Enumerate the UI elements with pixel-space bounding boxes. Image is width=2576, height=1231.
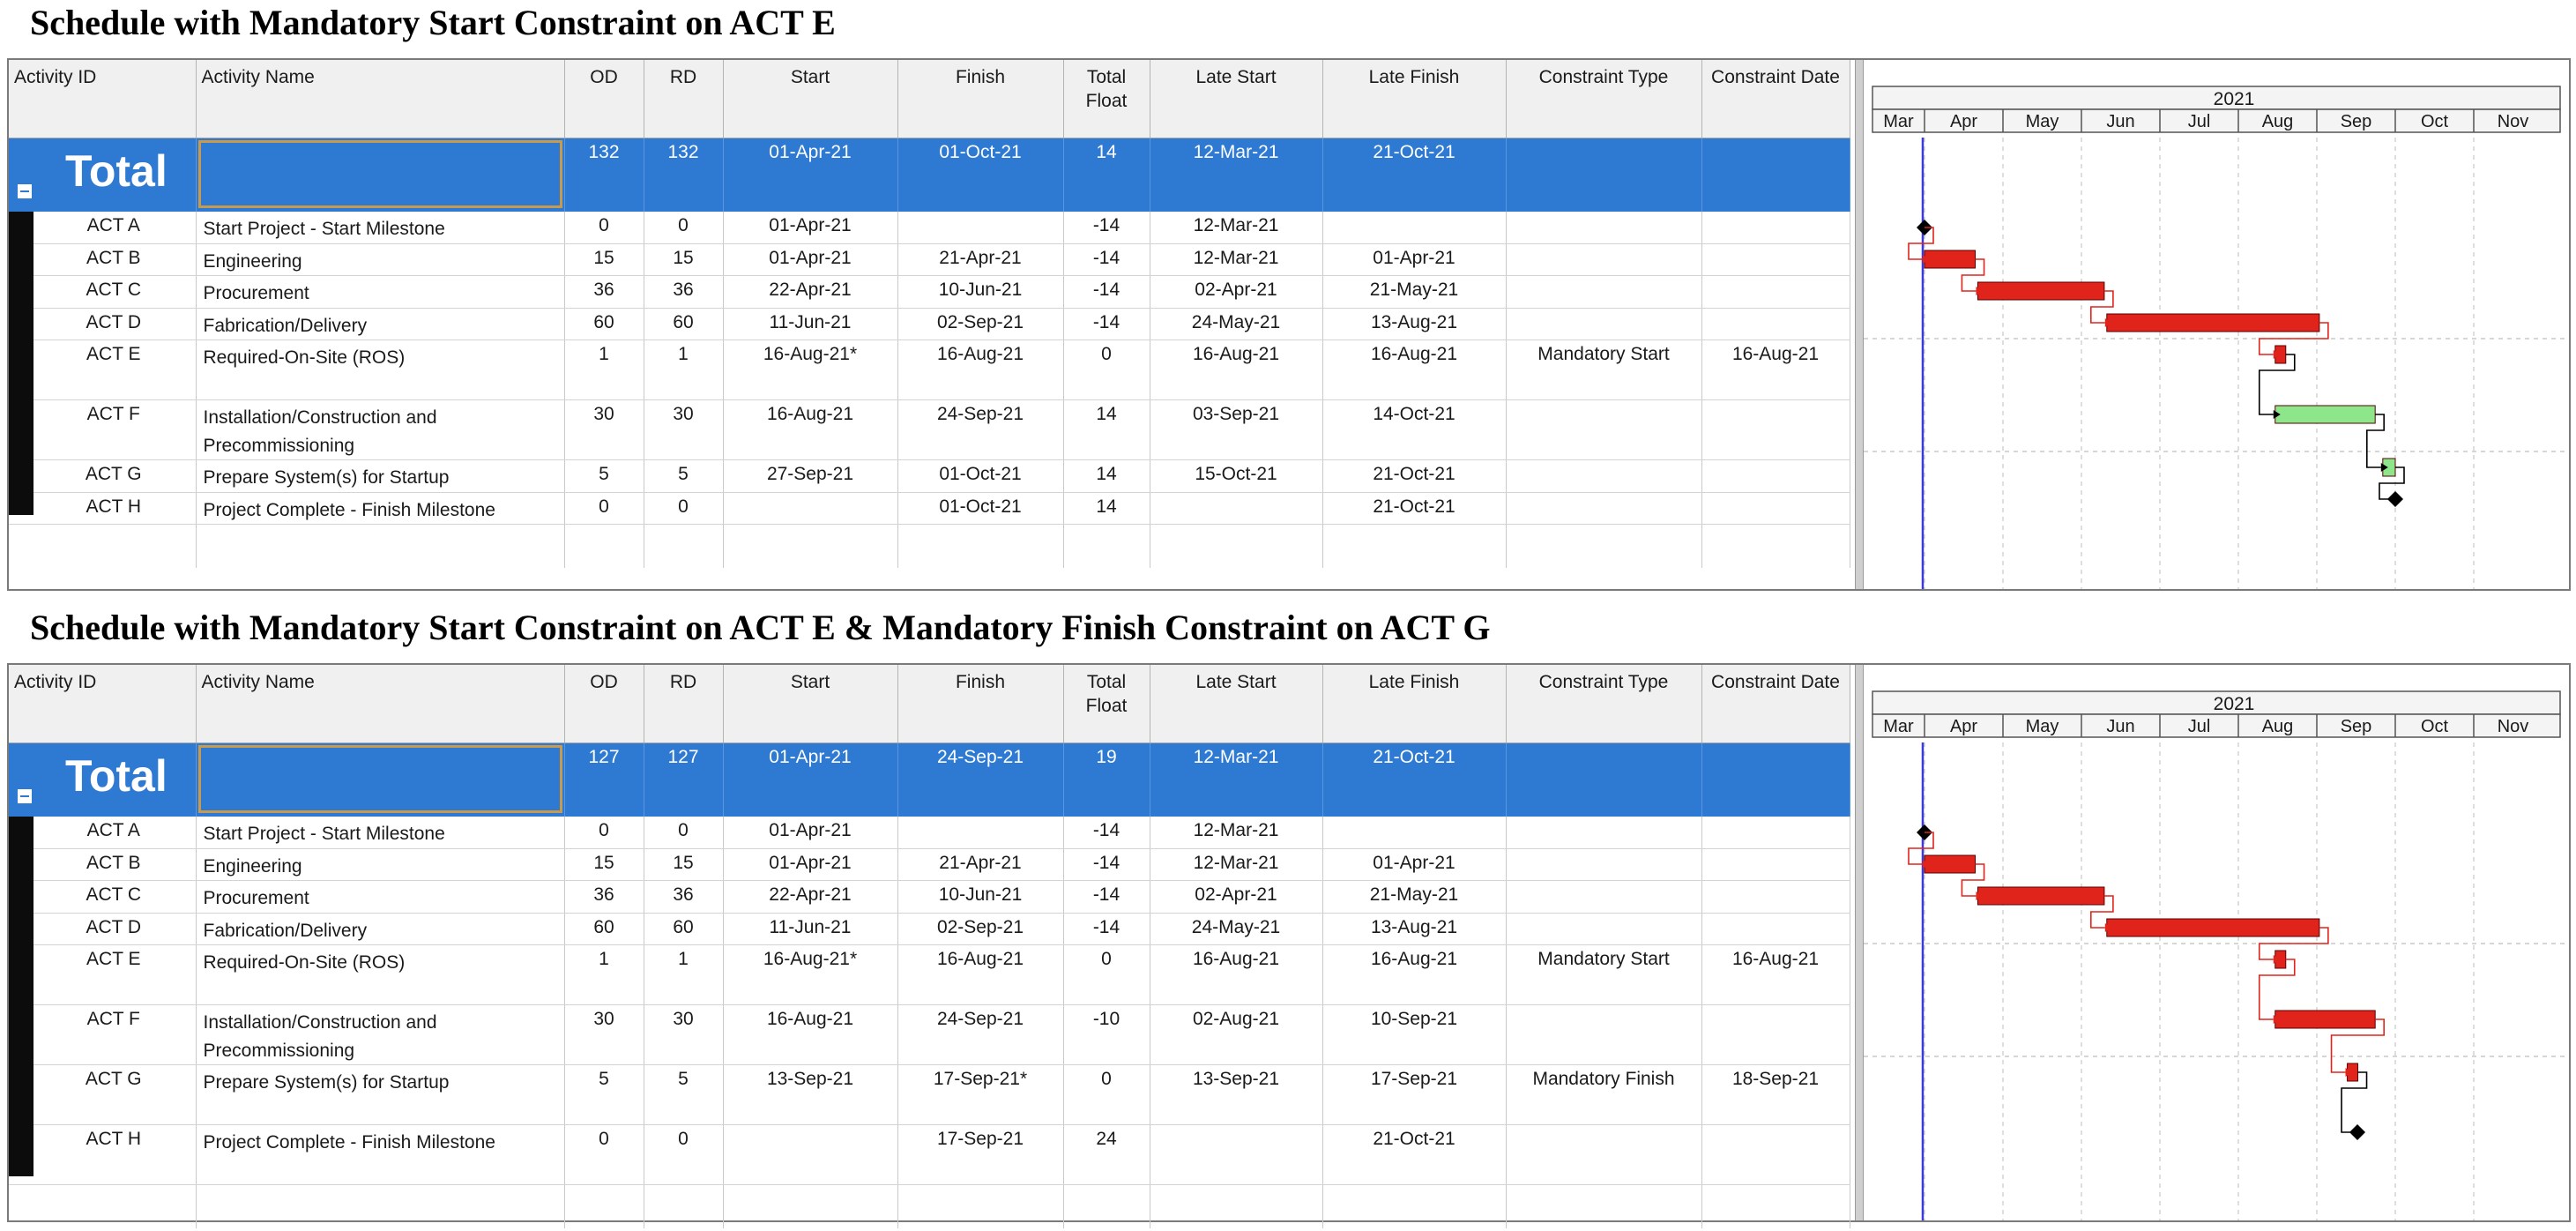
- cell-late-finish: 21-May-21: [1322, 276, 1506, 309]
- collapse-icon[interactable]: [18, 184, 32, 198]
- total-late-start: 12-Mar-21: [1150, 742, 1322, 817]
- column-header-rd[interactable]: RD: [644, 60, 723, 138]
- timescale-month-label: Aug: [2261, 112, 2294, 131]
- cell-late-start: 16-Aug-21: [1150, 945, 1322, 1005]
- column-header-constraint-type[interactable]: Constraint Type: [1506, 60, 1701, 138]
- total-late-start: 12-Mar-21: [1150, 138, 1322, 212]
- cell-od: 15: [564, 848, 644, 881]
- activity-row[interactable]: [9, 817, 1850, 848]
- total-name-cell[interactable]: [196, 138, 564, 212]
- column-header-finish[interactable]: Finish: [897, 665, 1063, 742]
- cell-total-float: 14: [1063, 400, 1150, 460]
- cell-activity-name: Installation/Construction and Precommissioning: [196, 400, 564, 460]
- activity-row[interactable]: [9, 340, 1850, 400]
- timescale-month-label: Jun: [2106, 717, 2135, 736]
- cell-rd: 30: [644, 400, 723, 460]
- activity-row[interactable]: [9, 276, 1850, 309]
- group-band: [9, 212, 34, 515]
- cell-activity-id: ACT F: [9, 400, 196, 460]
- cell-late-finish: [1322, 817, 1506, 848]
- cell-late-finish: 17-Sep-21: [1322, 1065, 1506, 1125]
- cell-rd: 0: [644, 817, 723, 848]
- cell-constraint-type: [1506, 881, 1701, 914]
- cell-activity-name: Project Complete - Finish Milestone: [196, 492, 564, 525]
- schedule-title-bottom: Schedule with Mandatory Start Constraint on ACT E & Mandatory Finish Constraint on ACT G: [30, 608, 1491, 647]
- total-label-cell: [9, 742, 196, 817]
- selected-cell-outline: [198, 745, 562, 814]
- cell-constraint-date: [1701, 848, 1850, 881]
- total-total-float: 19: [1063, 742, 1150, 817]
- activity-row[interactable]: [9, 243, 1850, 276]
- group-band: [9, 817, 34, 1176]
- cell-od: 0: [564, 1125, 644, 1185]
- cell-constraint-type: [1506, 212, 1701, 243]
- total-name-cell[interactable]: [196, 742, 564, 817]
- total-total-float: 14: [1063, 138, 1150, 212]
- cell-start: 01-Apr-21: [723, 243, 897, 276]
- timescale-month-label: May: [2025, 112, 2059, 131]
- activity-row[interactable]: [9, 1005, 1850, 1065]
- cell-late-start: 12-Mar-21: [1150, 212, 1322, 243]
- cell-late-finish: 16-Aug-21: [1322, 945, 1506, 1005]
- cell-total-float: -10: [1063, 1005, 1150, 1065]
- total-label-cell: [9, 138, 196, 212]
- column-header-constraint-date[interactable]: Constraint Date: [1701, 60, 1850, 138]
- cell-constraint-date: 16-Aug-21: [1701, 340, 1850, 400]
- total-od: 127: [564, 742, 644, 817]
- cell-late-start: 02-Apr-21: [1150, 881, 1322, 914]
- cell-finish: 16-Aug-21: [897, 945, 1063, 1005]
- cell-finish: 24-Sep-21: [897, 400, 1063, 460]
- cell-constraint-type: [1506, 1125, 1701, 1185]
- activity-table: [9, 60, 1850, 568]
- cell-late-finish: 10-Sep-21: [1322, 1005, 1506, 1065]
- cell-start: 16-Aug-21*: [723, 945, 897, 1005]
- total-finish: 01-Oct-21: [897, 138, 1063, 212]
- cell-total-float: 14: [1063, 460, 1150, 493]
- cell-late-start: 12-Mar-21: [1150, 817, 1322, 848]
- empty-row: [9, 525, 1850, 568]
- cell-start: 16-Aug-21: [723, 1005, 897, 1065]
- cell-start: 27-Sep-21: [723, 460, 897, 493]
- timescale-month-label: Jun: [2106, 112, 2135, 131]
- cell-rd: 0: [644, 1125, 723, 1185]
- cell-od: 60: [564, 308, 644, 340]
- cell-constraint-type: [1506, 848, 1701, 881]
- cell-finish: 10-Jun-21: [897, 276, 1063, 309]
- cell-od: 15: [564, 243, 644, 276]
- cell-rd: 1: [644, 340, 723, 400]
- cell-constraint-type: Mandatory Finish: [1506, 1065, 1701, 1125]
- cell-constraint-type: [1506, 492, 1701, 525]
- cell-od: 0: [564, 817, 644, 848]
- timescale-month-label: Jul: [2187, 112, 2211, 131]
- total-od: 132: [564, 138, 644, 212]
- cell-start: 01-Apr-21: [723, 212, 897, 243]
- total-start: 01-Apr-21: [723, 138, 897, 212]
- cell-activity-id: ACT A: [9, 817, 196, 848]
- cell-constraint-type: Mandatory Start: [1506, 340, 1701, 400]
- column-header-activity-name[interactable]: Activity Name: [196, 60, 564, 138]
- timescale-month-label: Oct: [2420, 717, 2449, 736]
- cell-rd: 30: [644, 1005, 723, 1065]
- cell-total-float: -14: [1063, 276, 1150, 309]
- cell-activity-name: Prepare System(s) for Startup: [196, 460, 564, 493]
- cell-late-start: 24-May-21: [1150, 913, 1322, 945]
- timescale-month-label: Aug: [2261, 717, 2294, 736]
- cell-late-finish: 21-Oct-21: [1322, 460, 1506, 493]
- cell-total-float: -14: [1063, 881, 1150, 914]
- cell-activity-id: ACT H: [9, 492, 196, 525]
- cell-total-float: -14: [1063, 243, 1150, 276]
- header-row: [9, 665, 1850, 742]
- cell-constraint-date: [1701, 276, 1850, 309]
- cell-late-finish: 01-Apr-21: [1322, 848, 1506, 881]
- cell-constraint-date: [1701, 881, 1850, 914]
- cell-late-finish: [1322, 212, 1506, 243]
- cell-rd: 0: [644, 212, 723, 243]
- cell-late-start: 12-Mar-21: [1150, 848, 1322, 881]
- column-header-late-start[interactable]: Late Start: [1150, 60, 1322, 138]
- activity-row[interactable]: [9, 308, 1850, 340]
- cell-late-finish: 14-Oct-21: [1322, 400, 1506, 460]
- cell-constraint-type: [1506, 308, 1701, 340]
- cell-constraint-type: [1506, 460, 1701, 493]
- cell-late-start: 24-May-21: [1150, 308, 1322, 340]
- cell-constraint-type: [1506, 400, 1701, 460]
- activity-row[interactable]: [9, 400, 1850, 460]
- total-late-finish: 21-Oct-21: [1322, 138, 1506, 212]
- cell-finish: 16-Aug-21: [897, 340, 1063, 400]
- cell-start: 22-Apr-21: [723, 276, 897, 309]
- total-row[interactable]: [9, 138, 1850, 212]
- cell-constraint-date: [1701, 460, 1850, 493]
- timescale-month-label: Nov: [2497, 717, 2529, 736]
- cell-constraint-date: [1701, 817, 1850, 848]
- schedule-panel-bottom: [7, 663, 2571, 1222]
- total-row[interactable]: [9, 742, 1850, 817]
- cell-rd: 0: [644, 492, 723, 525]
- cell-start: 11-Jun-21: [723, 308, 897, 340]
- timescale-month-label: Jul: [2187, 717, 2211, 736]
- cell-activity-name: Installation/Construction and Precommissioning: [196, 1005, 564, 1065]
- cell-activity-name: Prepare System(s) for Startup: [196, 1065, 564, 1125]
- cell-start: 16-Aug-21*: [723, 340, 897, 400]
- cell-activity-name: Fabrication/Delivery: [196, 308, 564, 340]
- cell-activity-name: Fabrication/Delivery: [196, 913, 564, 945]
- cell-total-float: -14: [1063, 308, 1150, 340]
- cell-late-start: 02-Apr-21: [1150, 276, 1322, 309]
- total-rd: 127: [644, 742, 723, 817]
- cell-activity-name: Procurement: [196, 276, 564, 309]
- cell-total-float: -14: [1063, 212, 1150, 243]
- empty-row: [9, 1185, 1850, 1228]
- cell-constraint-type: Mandatory Start: [1506, 945, 1701, 1005]
- schedule-panel-top: [7, 58, 2571, 591]
- cell-activity-id: ACT C: [9, 881, 196, 914]
- activity-bar: [1925, 250, 1976, 268]
- cell-late-start: 02-Aug-21: [1150, 1005, 1322, 1065]
- cell-late-start: 16-Aug-21: [1150, 340, 1322, 400]
- cell-activity-id: ACT H: [9, 1125, 196, 1185]
- cell-constraint-date: [1701, 400, 1850, 460]
- cell-od: 5: [564, 1065, 644, 1125]
- activity-row[interactable]: [9, 913, 1850, 945]
- total-empty-cell: [1701, 742, 1850, 817]
- cell-start: [723, 1125, 897, 1185]
- column-header-start[interactable]: Start: [723, 60, 897, 138]
- cell-late-start: 13-Sep-21: [1150, 1065, 1322, 1125]
- cell-rd: 15: [644, 243, 723, 276]
- total-label: Total: [65, 750, 168, 801]
- cell-od: 5: [564, 460, 644, 493]
- gantt-chart[interactable]: [1864, 665, 2569, 1220]
- gantt-chart[interactable]: [1864, 60, 2569, 589]
- activity-bar: [1925, 855, 1976, 873]
- cell-late-finish: 21-May-21: [1322, 881, 1506, 914]
- activity-row[interactable]: [9, 492, 1850, 525]
- cell-total-float: 14: [1063, 492, 1150, 525]
- cell-od: 36: [564, 276, 644, 309]
- cell-rd: 1: [644, 945, 723, 1005]
- cell-total-float: 0: [1063, 340, 1150, 400]
- cell-od: 30: [564, 400, 644, 460]
- cell-constraint-date: [1701, 913, 1850, 945]
- total-label: Total: [65, 145, 168, 196]
- collapse-icon[interactable]: [18, 789, 32, 803]
- column-header-constraint-type[interactable]: Constraint Type: [1506, 665, 1701, 742]
- timescale-month-label: Apr: [1949, 717, 1978, 736]
- cell-activity-name: Engineering: [196, 243, 564, 276]
- activity-row[interactable]: [9, 1065, 1850, 1125]
- activity-table: [9, 665, 1850, 1228]
- cell-activity-id: ACT C: [9, 276, 196, 309]
- timescale-month-label: Nov: [2497, 112, 2529, 131]
- cell-activity-id: ACT B: [9, 848, 196, 881]
- cell-late-start: [1150, 1125, 1322, 1185]
- cell-total-float: 24: [1063, 1125, 1150, 1185]
- cell-start: 22-Apr-21: [723, 881, 897, 914]
- gantt-svg: [1864, 665, 2569, 1220]
- selected-cell-outline: [198, 140, 562, 209]
- cell-rd: 36: [644, 881, 723, 914]
- activity-bar: [2275, 406, 2375, 423]
- cell-finish: 02-Sep-21: [897, 308, 1063, 340]
- column-header-start[interactable]: Start: [723, 665, 897, 742]
- cell-activity-name: Project Complete - Finish Milestone: [196, 1125, 564, 1185]
- cell-finish: 21-Apr-21: [897, 848, 1063, 881]
- cell-activity-name: Procurement: [196, 881, 564, 914]
- total-start: 01-Apr-21: [723, 742, 897, 817]
- cell-activity-name: Engineering: [196, 848, 564, 881]
- cell-rd: 36: [644, 276, 723, 309]
- cell-constraint-type: [1506, 243, 1701, 276]
- cell-constraint-type: [1506, 1005, 1701, 1065]
- cell-rd: 60: [644, 308, 723, 340]
- activity-row[interactable]: [9, 945, 1850, 1005]
- cell-start: 16-Aug-21: [723, 400, 897, 460]
- cell-late-finish: 21-Oct-21: [1322, 1125, 1506, 1185]
- total-empty-cell: [1701, 138, 1850, 212]
- cell-start: [723, 492, 897, 525]
- cell-finish: 10-Jun-21: [897, 881, 1063, 914]
- total-empty-cell: [1506, 742, 1701, 817]
- cell-finish: [897, 817, 1063, 848]
- cell-activity-id: ACT D: [9, 913, 196, 945]
- cell-total-float: -14: [1063, 913, 1150, 945]
- pane-splitter[interactable]: [1855, 60, 1864, 589]
- cell-finish: 01-Oct-21: [897, 492, 1063, 525]
- cell-constraint-date: [1701, 243, 1850, 276]
- column-header-total-float[interactable]: Total Float: [1063, 665, 1150, 742]
- timescale-month-label: Mar: [1883, 717, 1914, 736]
- cell-constraint-date: [1701, 492, 1850, 525]
- cell-activity-name: Required-On-Site (ROS): [196, 945, 564, 1005]
- column-header-activity-id[interactable]: Activity ID: [9, 665, 196, 742]
- timescale-year-label: 2021: [2213, 694, 2255, 714]
- cell-activity-id: ACT A: [9, 212, 196, 243]
- column-header-activity-name[interactable]: Activity Name: [196, 665, 564, 742]
- cell-constraint-date: [1701, 212, 1850, 243]
- column-header-od[interactable]: OD: [564, 60, 644, 138]
- cell-activity-id: ACT G: [9, 1065, 196, 1125]
- column-header-late-start[interactable]: Late Start: [1150, 665, 1322, 742]
- cell-rd: 60: [644, 913, 723, 945]
- cell-total-float: -14: [1063, 848, 1150, 881]
- cell-activity-name: Required-On-Site (ROS): [196, 340, 564, 400]
- cell-activity-name: Start Project - Start Milestone: [196, 817, 564, 848]
- cell-constraint-type: [1506, 276, 1701, 309]
- cell-late-finish: 13-Aug-21: [1322, 308, 1506, 340]
- column-header-late-finish[interactable]: Late Finish: [1322, 60, 1506, 138]
- cell-total-float: 0: [1063, 945, 1150, 1005]
- activity-bar: [2107, 919, 2319, 936]
- cell-constraint-date: [1701, 1005, 1850, 1065]
- cell-constraint-date: 16-Aug-21: [1701, 945, 1850, 1005]
- timescale-month-label: Sep: [2340, 112, 2372, 131]
- total-late-finish: 21-Oct-21: [1322, 742, 1506, 817]
- cell-constraint-date: [1701, 308, 1850, 340]
- cell-late-start: 12-Mar-21: [1150, 243, 1322, 276]
- cell-total-float: 0: [1063, 1065, 1150, 1125]
- cell-late-start: 03-Sep-21: [1150, 400, 1322, 460]
- timescale-month-label: May: [2025, 717, 2059, 736]
- cell-late-finish: 13-Aug-21: [1322, 913, 1506, 945]
- activity-bar: [1977, 282, 2103, 300]
- cell-late-finish: 01-Apr-21: [1322, 243, 1506, 276]
- cell-constraint-date: 18-Sep-21: [1701, 1065, 1850, 1125]
- activity-bar: [1977, 887, 2103, 905]
- gantt-svg: [1864, 60, 2569, 589]
- cell-start: 11-Jun-21: [723, 913, 897, 945]
- cell-finish: 01-Oct-21: [897, 460, 1063, 493]
- cell-od: 36: [564, 881, 644, 914]
- activity-row[interactable]: [9, 460, 1850, 493]
- total-empty-cell: [1506, 138, 1701, 212]
- column-header-activity-id[interactable]: Activity ID: [9, 60, 196, 138]
- cell-total-float: -14: [1063, 817, 1150, 848]
- timescale-year-label: 2021: [2213, 89, 2255, 109]
- cell-od: 60: [564, 913, 644, 945]
- pane-splitter[interactable]: [1855, 665, 1864, 1220]
- cell-late-finish: 16-Aug-21: [1322, 340, 1506, 400]
- cell-finish: 24-Sep-21: [897, 1005, 1063, 1065]
- cell-od: 0: [564, 212, 644, 243]
- cell-rd: 5: [644, 460, 723, 493]
- cell-start: 01-Apr-21: [723, 848, 897, 881]
- cell-late-start: 15-Oct-21: [1150, 460, 1322, 493]
- cell-start: 13-Sep-21: [723, 1065, 897, 1125]
- header-row: [9, 60, 1850, 138]
- timescale-month-label: Apr: [1949, 112, 1978, 131]
- activity-bar: [2107, 314, 2319, 332]
- column-header-rd[interactable]: RD: [644, 665, 723, 742]
- cell-finish: 02-Sep-21: [897, 913, 1063, 945]
- cell-activity-id: ACT D: [9, 308, 196, 340]
- activity-row[interactable]: [9, 848, 1850, 881]
- activity-row[interactable]: [9, 1125, 1850, 1185]
- cell-start: 01-Apr-21: [723, 817, 897, 848]
- cell-finish: [897, 212, 1063, 243]
- column-header-late-finish[interactable]: Late Finish: [1322, 665, 1506, 742]
- timescale-month-label: Sep: [2340, 717, 2372, 736]
- cell-rd: 15: [644, 848, 723, 881]
- cell-od: 1: [564, 945, 644, 1005]
- activity-bar: [2275, 1011, 2375, 1028]
- cell-activity-id: ACT G: [9, 460, 196, 493]
- cell-finish: 17-Sep-21: [897, 1125, 1063, 1185]
- cell-finish: 21-Apr-21: [897, 243, 1063, 276]
- total-rd: 132: [644, 138, 723, 212]
- timescale-month-label: Mar: [1883, 112, 1914, 131]
- cell-activity-id: ACT E: [9, 945, 196, 1005]
- cell-od: 1: [564, 340, 644, 400]
- timescale-month-label: Oct: [2420, 112, 2449, 131]
- total-finish: 24-Sep-21: [897, 742, 1063, 817]
- cell-constraint-type: [1506, 817, 1701, 848]
- schedule-title-top: Schedule with Mandatory Start Constraint on ACT E: [30, 3, 836, 42]
- activity-row[interactable]: [9, 881, 1850, 914]
- cell-finish: 17-Sep-21*: [897, 1065, 1063, 1125]
- cell-activity-id: ACT B: [9, 243, 196, 276]
- activity-row[interactable]: [9, 212, 1850, 243]
- cell-activity-name: Start Project - Start Milestone: [196, 212, 564, 243]
- cell-late-finish: 21-Oct-21: [1322, 492, 1506, 525]
- column-header-od[interactable]: OD: [564, 665, 644, 742]
- cell-constraint-date: [1701, 1125, 1850, 1185]
- cell-activity-id: ACT F: [9, 1005, 196, 1065]
- cell-late-start: [1150, 492, 1322, 525]
- column-header-constraint-date[interactable]: Constraint Date: [1701, 665, 1850, 742]
- column-header-total-float[interactable]: Total Float: [1063, 60, 1150, 138]
- cell-constraint-type: [1506, 913, 1701, 945]
- cell-rd: 5: [644, 1065, 723, 1125]
- cell-od: 30: [564, 1005, 644, 1065]
- column-header-finish[interactable]: Finish: [897, 60, 1063, 138]
- cell-od: 0: [564, 492, 644, 525]
- cell-activity-id: ACT E: [9, 340, 196, 400]
